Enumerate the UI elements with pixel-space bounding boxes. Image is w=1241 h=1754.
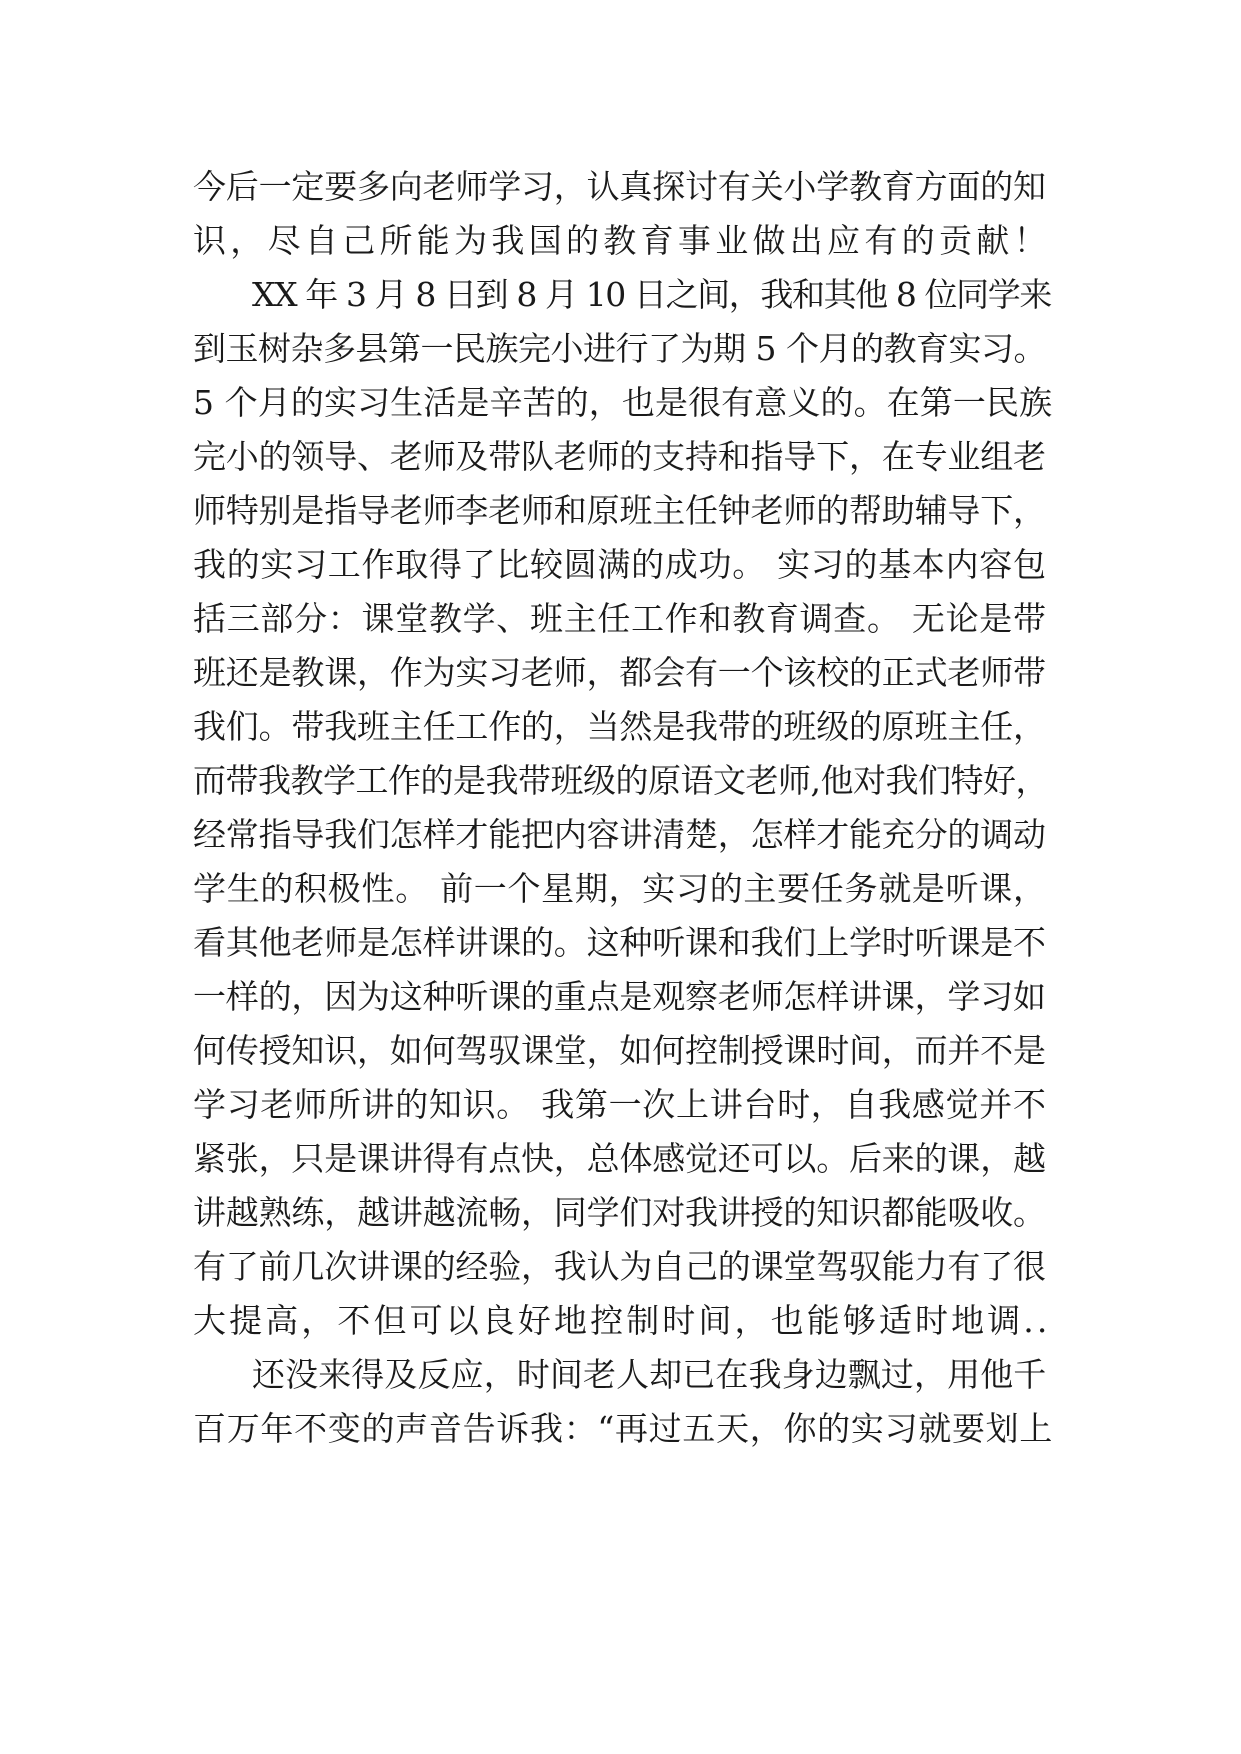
- text-line: 何传授知识，如何驾驭课堂，如何控制授课时间，而并不是: [193, 1031, 1046, 1070]
- text-line: 经常指导我们怎样才能把内容讲清楚，怎样才能充分的调动: [193, 815, 1046, 854]
- text-line: 我的实习工作取得了比较圆满的成功。 实习的基本内容包: [193, 545, 1047, 584]
- text-line: 我们。带我班主任工作的，当然是我带的班级的原班主任，: [193, 707, 1046, 746]
- text-line: 识，尽自己所能为我国的教育事业做出应有的贡献！: [193, 221, 1051, 260]
- body-text: [193, 160, 1053, 1456]
- text-line: 学习老师所讲的知识。 我第一次上讲台时，自我感觉并不: [193, 1085, 1047, 1124]
- text-line: XX 年 3 月 8 日到 8 月 10 日之间，我和其他 8 位同学来: [252, 275, 1051, 314]
- text-line: 一样的，因为这种听课的重点是观察老师怎样讲课，学习如: [193, 977, 1046, 1016]
- text-line: 今后一定要多向老师学习，认真探讨有关小学教育方面的知: [193, 167, 1046, 206]
- text-line: 班还是教课，作为实习老师，都会有一个该校的正式老师带: [193, 653, 1046, 692]
- text-line: 百万年不变的声音告诉我：“再过五天，你的实习就要划上: [193, 1409, 1054, 1448]
- text-line: 讲越熟练，越讲越流畅，同学们对我讲授的知识都能吸收。: [193, 1193, 1046, 1232]
- text-line: 有了前几次讲课的经验，我认为自己的课堂驾驭能力有了很: [193, 1247, 1046, 1286]
- text-line: 师特别是指导老师李老师和原班主任钟老师的帮助辅导下，: [193, 491, 1046, 530]
- text-line: 括三部分：课堂教学、班主任工作和教育调查。 无论是带: [193, 599, 1047, 638]
- text-line: 5 个月的实习生活是辛苦的，也是很有意义的。在第一民族: [193, 383, 1053, 422]
- text-line: 看其他老师是怎样讲课的。这种听课和我们上学时听课是不: [193, 923, 1046, 962]
- text-line: 大提高，不但可以良好地控制时间，也能够适时地调..: [193, 1301, 1051, 1340]
- text-line: 还没来得及反应，时间老人却已在我身边飘过，用他千: [252, 1355, 1047, 1394]
- text-line: 到玉树杂多县第一民族完小进行了为期 5 个月的教育实习。: [193, 329, 1046, 368]
- text-line: 紧张，只是课讲得有点快，总体感觉还可以。后来的课，越: [193, 1139, 1046, 1178]
- text-line: 学生的积极性。 前一个星期，实习的主要任务就是听课，: [193, 869, 1047, 908]
- text-line: 而带我教学工作的是我带班级的原语文老师,他对我们特好，: [193, 761, 1048, 800]
- text-line: 完小的领导、老师及带队老师的支持和指导下，在专业组老: [193, 437, 1046, 476]
